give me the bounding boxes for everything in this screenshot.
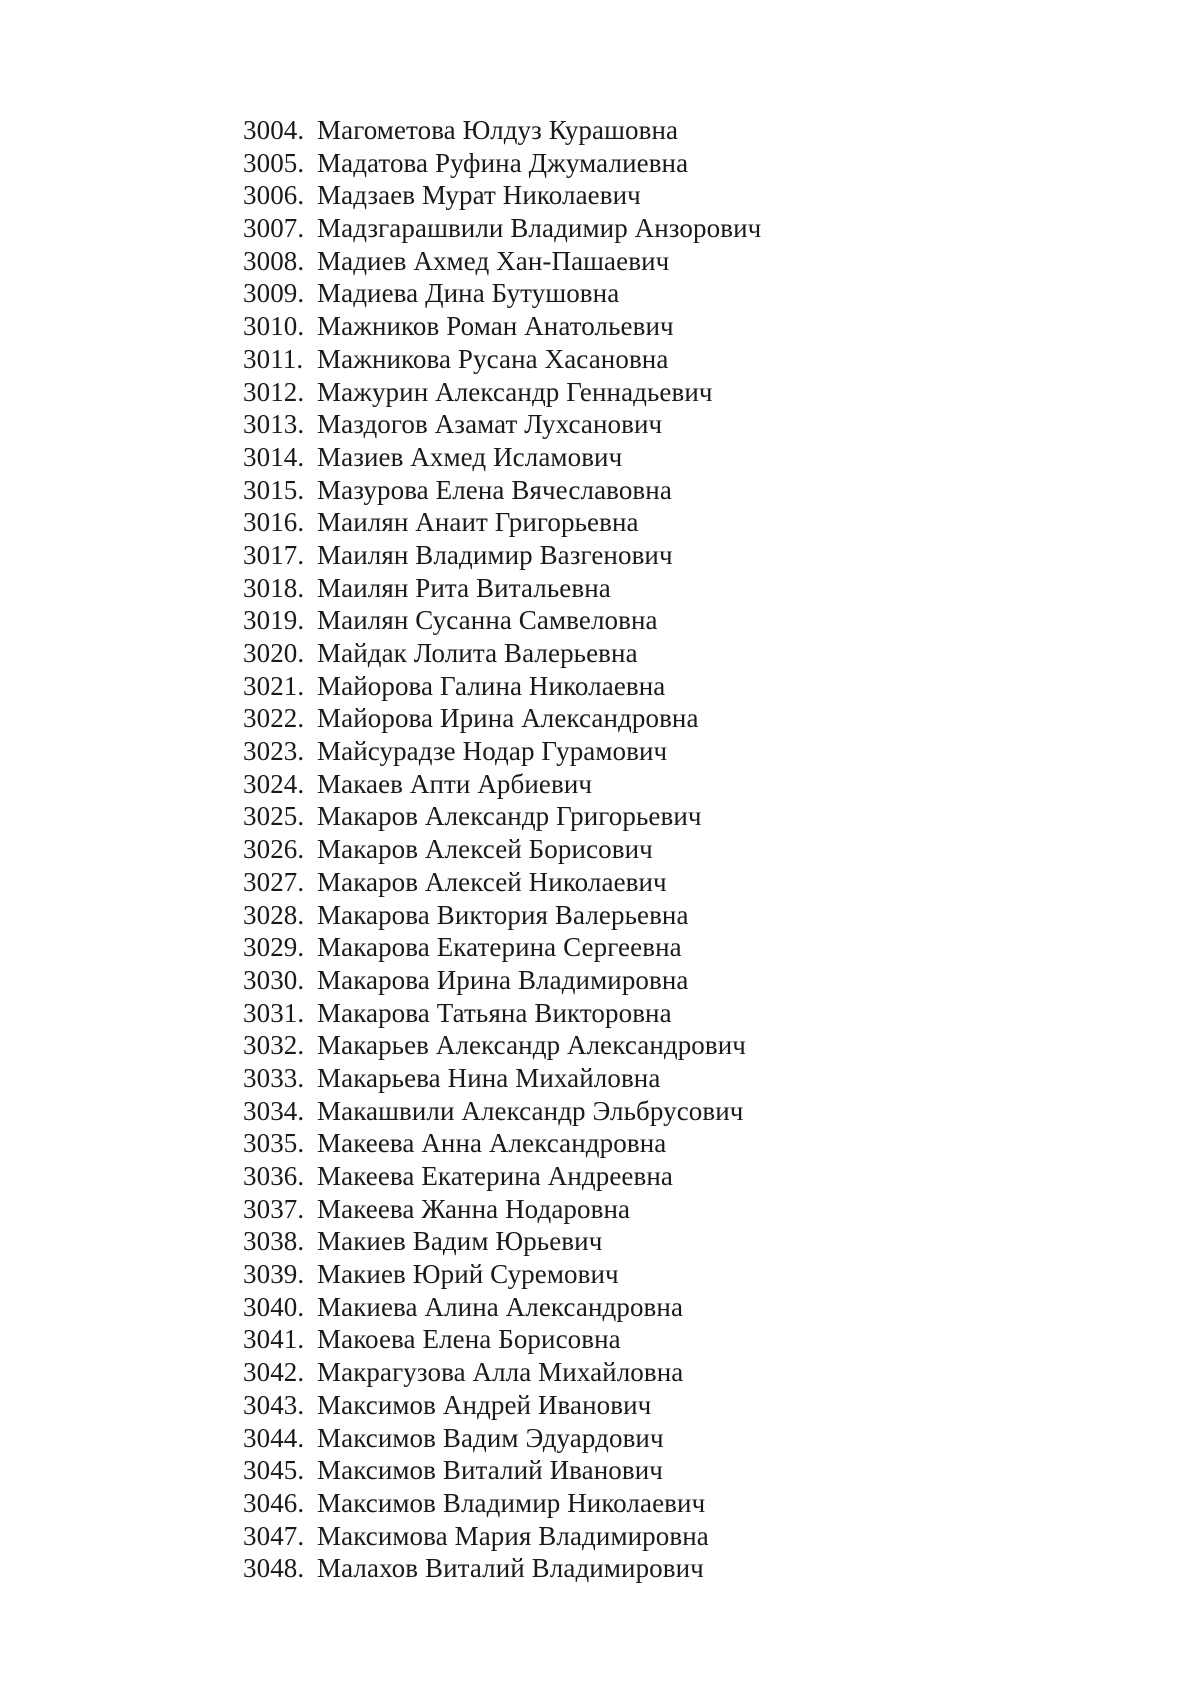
list-item (243, 1160, 761, 1193)
entry-name: Макеева Анна Александровна (317, 1128, 667, 1159)
entry-number: 3014. (243, 441, 305, 472)
entry-number: 3021. (243, 670, 305, 701)
list-item (243, 670, 761, 703)
list-item (243, 376, 761, 409)
entry-name: Магометова Юлдуз Курашовна (317, 115, 679, 145)
entry-name: Мазурова Елена Вячеславовна (317, 474, 672, 505)
entry-number: 3023. (243, 736, 305, 767)
entry-name: Майорова Ирина Александровна (317, 703, 699, 734)
entry-number: 3033. (243, 1062, 305, 1093)
entry-number: 3029. (243, 932, 305, 963)
entry-name: Майсурадзе Нодар Гурамович (317, 736, 668, 767)
entry-number: 3037. (243, 1193, 305, 1224)
entry-name: Макаров Алексей Борисович (317, 834, 653, 865)
entry-name: Макарова Виктория Валерьевна (317, 899, 689, 930)
list-item (243, 245, 761, 278)
entry-number: 3019. (243, 605, 305, 636)
entry-number: 3027. (243, 866, 305, 897)
list-item (243, 212, 761, 245)
list-item (243, 408, 761, 441)
entry-number: 3004. (243, 115, 305, 145)
entry-name: Маилян Рита Витальевна (317, 572, 611, 603)
entry-name: Мадзаев Мурат Николаевич (317, 180, 641, 211)
list-item (243, 800, 761, 833)
list-item (243, 1127, 761, 1160)
entry-number: 3046. (243, 1487, 305, 1518)
entry-number: 3026. (243, 834, 305, 865)
list-item (243, 572, 761, 605)
entry-name: Мадиев Ахмед Хан-Пашаевич (317, 245, 670, 276)
entry-name: Макашвили Александр Эльбрусович (317, 1095, 744, 1126)
list-item (243, 1487, 761, 1520)
list-item (243, 147, 761, 180)
list-item (243, 1520, 761, 1553)
list-item (243, 1029, 761, 1062)
list-item (243, 1356, 761, 1389)
entry-number: 3009. (243, 278, 305, 309)
entry-name: Маздогов Азамат Лухсанович (317, 409, 663, 440)
list-item (243, 1225, 761, 1258)
list-item (243, 1389, 761, 1422)
entry-number: 3047. (243, 1520, 305, 1551)
entry-number: 3039. (243, 1259, 305, 1290)
entry-number: 3005. (243, 147, 305, 178)
entry-name: Макоева Елена Борисовна (317, 1324, 621, 1355)
entry-number: 3011. (243, 343, 304, 374)
entry-number: 3031. (243, 997, 305, 1028)
entry-name: Макарьев Александр Александрович (317, 1030, 746, 1061)
entry-name: Мажникова Русана Хасановна (317, 343, 669, 374)
list-item (243, 114, 761, 147)
list-item (243, 1552, 761, 1585)
entry-name: Максимова Мария Владимировна (317, 1520, 709, 1551)
entry-name: Макеева Жанна Нодаровна (317, 1193, 631, 1224)
entry-number: 3041. (243, 1324, 305, 1355)
list-item (243, 474, 761, 507)
entry-name: Макарова Татьяна Викторовна (317, 997, 672, 1028)
list-item (243, 539, 761, 572)
list-item (243, 735, 761, 768)
list-item (243, 441, 761, 474)
entry-number: 3022. (243, 703, 305, 734)
list-item (243, 833, 761, 866)
entry-name: Макаев Апти Арбиевич (317, 768, 593, 799)
entry-number: 3006. (243, 180, 305, 211)
entry-name: Малахов Виталий Владимирович (317, 1553, 704, 1584)
list-item (243, 964, 761, 997)
entry-name: Майорова Галина Николаевна (317, 670, 666, 701)
entry-number: 3012. (243, 376, 305, 407)
list-item (243, 604, 761, 637)
list-item (243, 1193, 761, 1226)
entry-number: 3044. (243, 1422, 305, 1453)
entry-name: Макарьева Нина Михайловна (317, 1062, 661, 1093)
entry-name: Макаров Алексей Николаевич (317, 866, 667, 897)
list-item (243, 899, 761, 932)
entry-name: Максимов Виталий Иванович (317, 1455, 663, 1486)
entry-number: 3008. (243, 245, 305, 276)
entry-name: Максимов Вадим Эдуардович (317, 1422, 664, 1453)
entry-name: Маилян Владимир Вазгенович (317, 539, 673, 570)
entry-number: 3020. (243, 638, 305, 668)
entry-number: 3013. (243, 409, 305, 440)
entry-name: Макиев Юрий Суремович (317, 1259, 619, 1290)
entry-name: Максимов Андрей Иванович (317, 1389, 652, 1420)
entry-number: 3048. (243, 1553, 305, 1584)
entry-name: Маилян Анаит Григорьевна (317, 507, 639, 538)
entry-name: Макарова Екатерина Сергеевна (317, 932, 682, 963)
list-item (243, 277, 761, 310)
entry-number: 3043. (243, 1389, 305, 1420)
entry-name: Мазиев Ахмед Исламович (317, 441, 623, 472)
entry-number: 3030. (243, 964, 305, 995)
list-item (243, 768, 761, 801)
entry-name: Макаров Александр Григорьевич (317, 801, 702, 832)
list-item (243, 1095, 761, 1128)
entry-name: Мадзгарашвили Владимир Анзорович (317, 213, 762, 244)
entry-number: 3016. (243, 507, 305, 538)
entry-name: Мадатова Руфина Джумалиевна (317, 147, 689, 178)
entry-number: 3032. (243, 1030, 305, 1061)
entry-name: Максимов Владимир Николаевич (317, 1487, 706, 1518)
entry-number: 3010. (243, 311, 305, 342)
entry-number: 3028. (243, 899, 305, 930)
entry-name: Мажурин Александр Геннадьевич (317, 376, 713, 407)
list-item (243, 506, 761, 539)
entry-number: 3007. (243, 213, 305, 244)
list-item (243, 637, 761, 670)
entry-name: Макиева Алина Александровна (317, 1291, 684, 1322)
entry-name: Макарова Ирина Владимировна (317, 964, 689, 995)
entry-name: Макиев Вадим Юрьевич (317, 1226, 603, 1257)
entry-number: 3025. (243, 801, 305, 832)
entry-number: 3042. (243, 1357, 305, 1388)
list-item (243, 1454, 761, 1487)
entry-name: Макеева Екатерина Андреевна (317, 1161, 673, 1191)
list-item (243, 1422, 761, 1455)
entry-number: 3036. (243, 1161, 305, 1191)
entry-name: Мажников Роман Анатольевич (317, 311, 674, 342)
list-item (243, 310, 761, 343)
entry-number: 3018. (243, 572, 305, 603)
list-item (243, 1323, 761, 1356)
entry-number: 3017. (243, 539, 305, 570)
entry-number: 3034. (243, 1095, 305, 1126)
entry-name: Макрагузова Алла Михайловна (317, 1357, 684, 1388)
list-item (243, 997, 761, 1030)
entry-name: Мадиева Дина Бутушовна (317, 278, 620, 309)
name-list (243, 114, 761, 1585)
entry-number: 3038. (243, 1226, 305, 1257)
list-item (243, 179, 761, 212)
entry-number: 3015. (243, 474, 305, 505)
entry-name: Майдак Лолита Валерьевна (317, 638, 638, 668)
list-item (243, 1291, 761, 1324)
list-item (243, 702, 761, 735)
list-item (243, 866, 761, 899)
entry-name: Маилян Сусанна Самвеловна (317, 605, 658, 636)
list-item (243, 343, 761, 376)
entry-number: 3024. (243, 768, 305, 799)
entry-number: 3040. (243, 1291, 305, 1322)
list-item (243, 1258, 761, 1291)
entry-number: 3035. (243, 1128, 305, 1159)
entry-number: 3045. (243, 1455, 305, 1486)
list-item (243, 1062, 761, 1095)
list-item (243, 931, 761, 964)
